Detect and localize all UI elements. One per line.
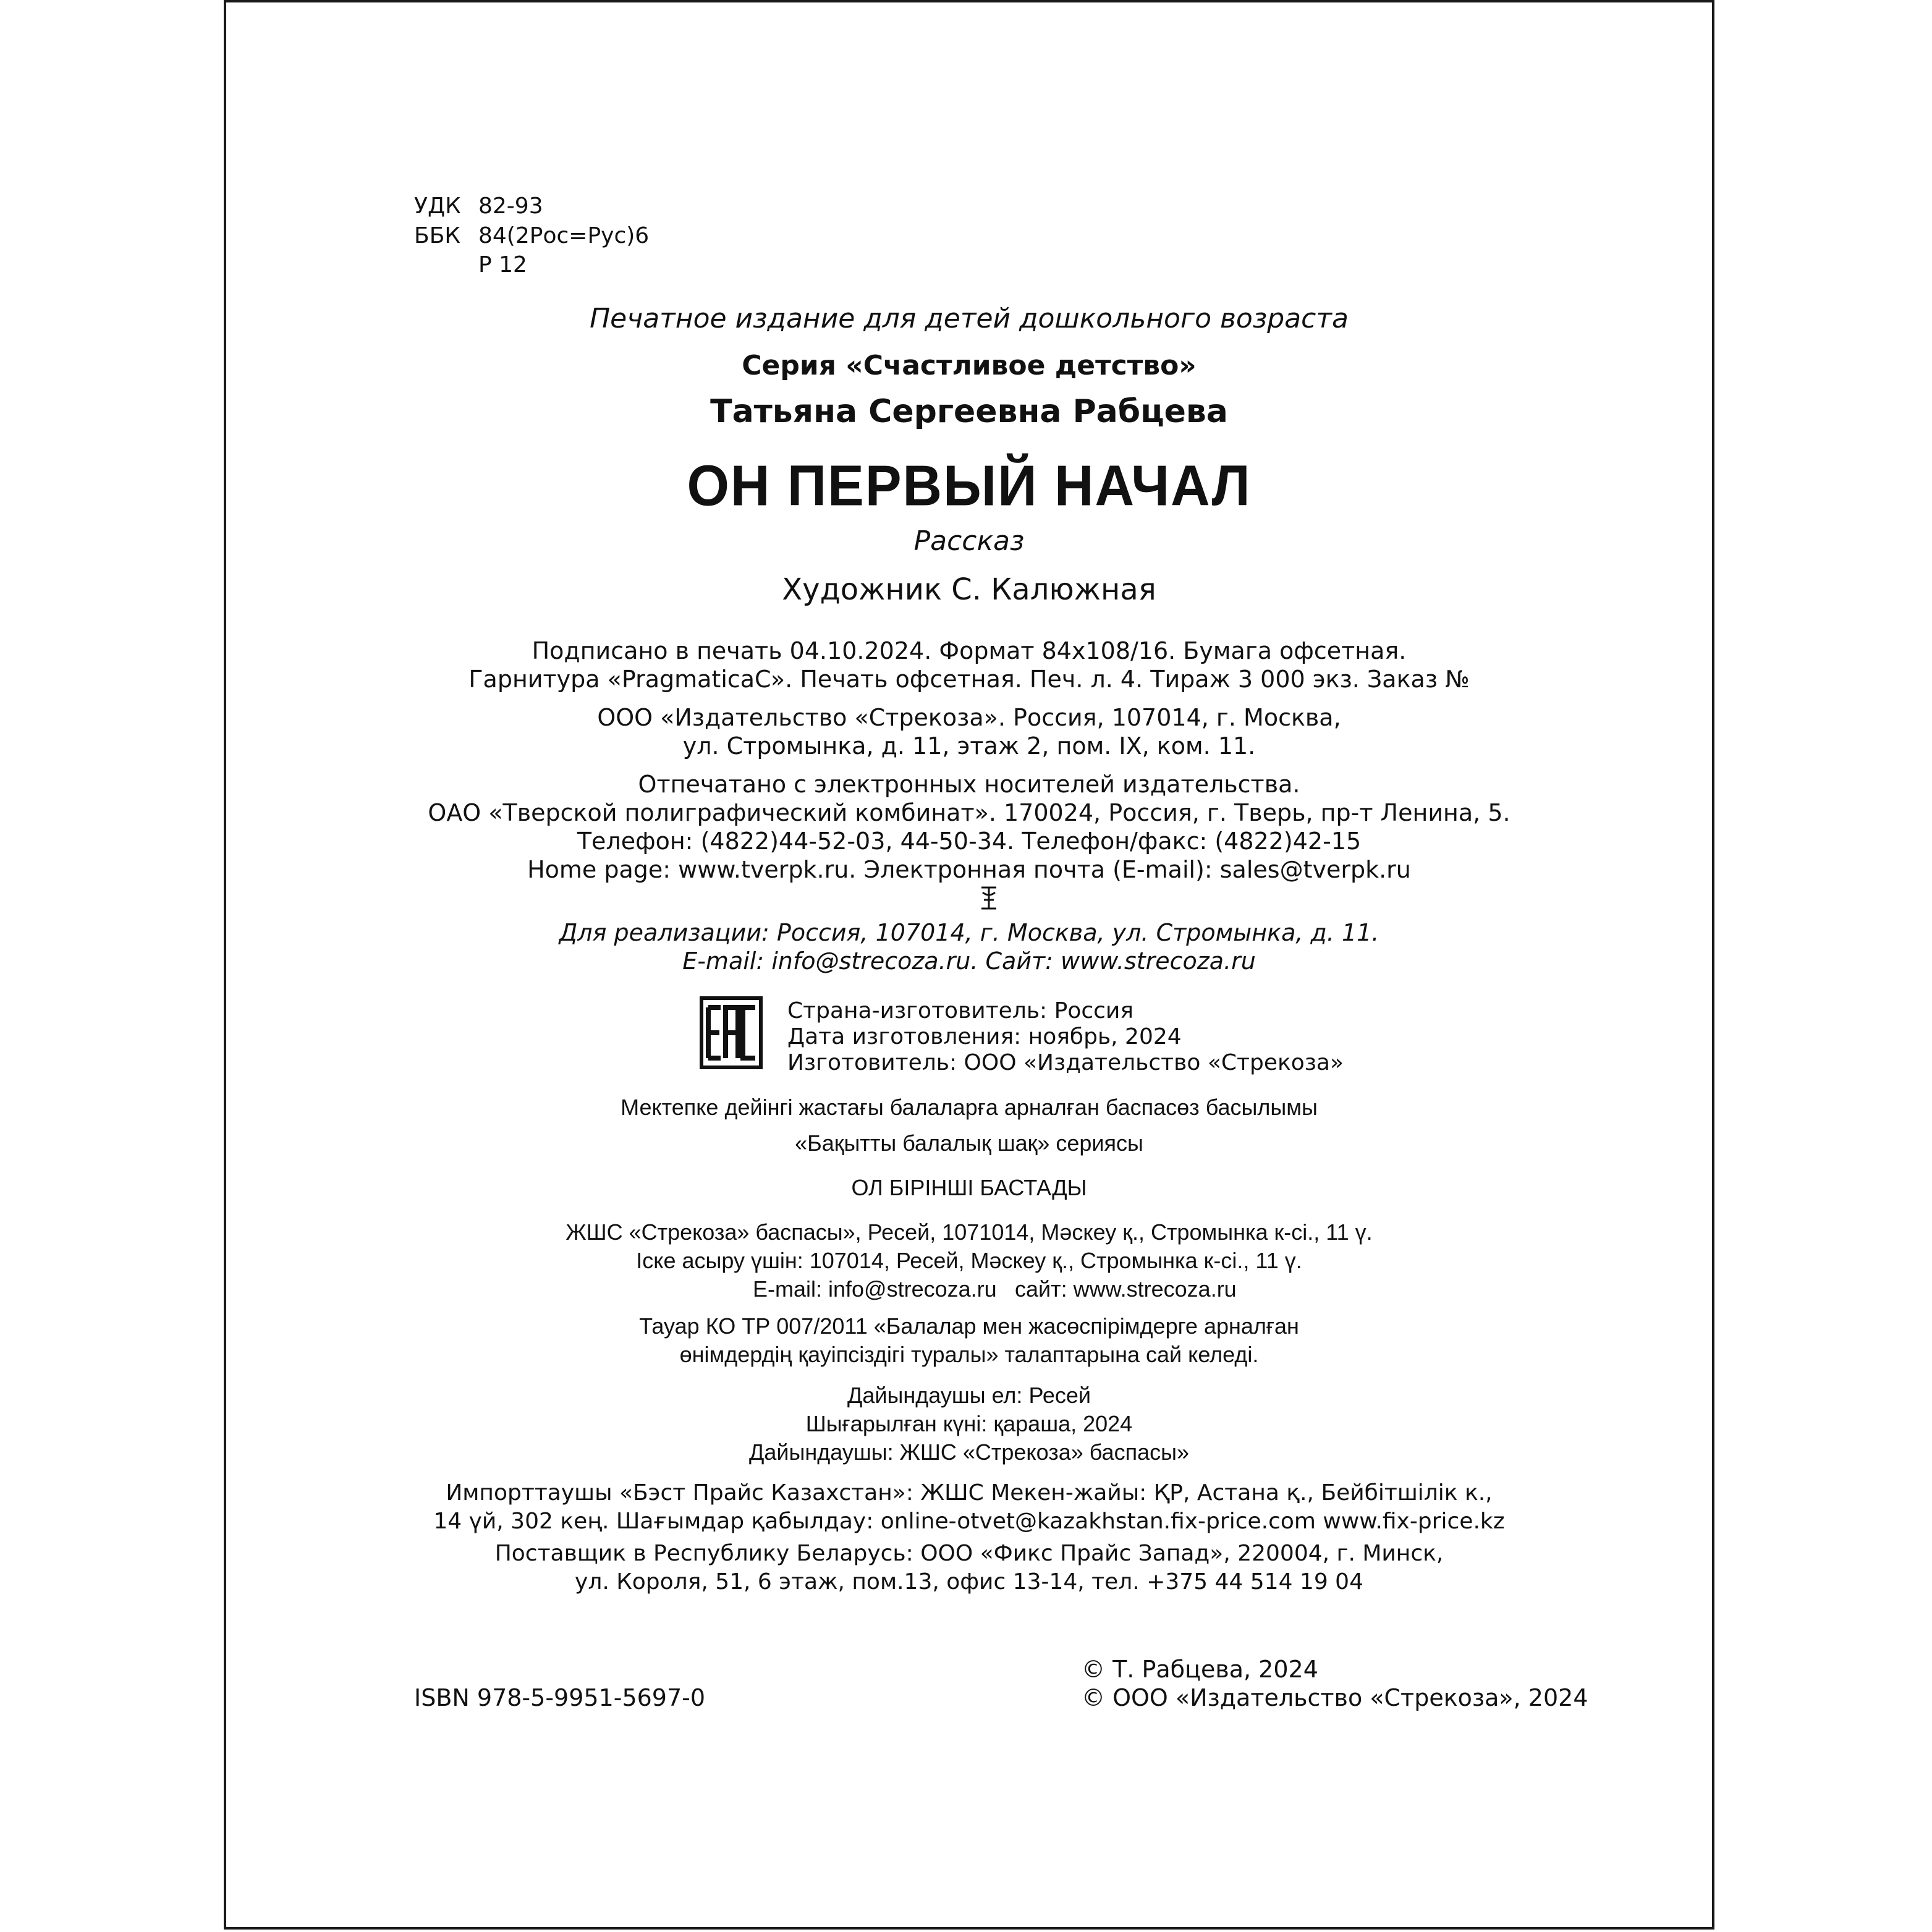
- author-mark: Р 12: [478, 252, 527, 278]
- kz-audience: Мектепке дейінгі жастағы балаларға арналған баспасөз басылымы: [621, 1095, 1318, 1120]
- kz-series: «Бақытты балалық шақ» сериясы: [795, 1130, 1143, 1156]
- publisher-address-1: ООО «Издательство «Стрекоза». Россия, 107014, г. Москва,: [597, 704, 1341, 731]
- printer-line-2: ОАО «Тверской полиграфический комбинат». 170024, Россия, г. Тверь, пр-т Ленина, 5.: [428, 799, 1510, 826]
- print-details-2: Гарнитура «PragmaticaC». Печать офсетная. Печ. л. 4. Тираж 3 000 экз. Заказ №: [468, 666, 1470, 693]
- imprint-page: [224, 0, 1714, 1930]
- kz-publisher: ЖШС «Стрекоза» баспасы», Ресей, 1071014, Мәскеу қ., Стромынка к-сі., 11 ү.: [566, 1219, 1373, 1245]
- bbk-value: 84(2Рос=Рус)6: [478, 223, 650, 248]
- bbk-label: ББК: [414, 223, 460, 248]
- eac-logo-icon: [700, 996, 763, 1069]
- kz-standard-2: өнімдердің қауіпсіздігі туралы» талаптарына сай келеді.: [679, 1342, 1259, 1367]
- illustrator: Художник С. Калюжная: [782, 572, 1156, 607]
- genre: Рассказ: [913, 525, 1025, 557]
- isbn: ISBN 978-5-9951-5697-0: [414, 1684, 706, 1711]
- supplier-by-2: ул. Короля, 51, 6 этаж, пом.13, офис 13-14, тел. +375 44 514 19 04: [575, 1569, 1363, 1595]
- country-of-origin: Страна-изготовитель: Россия: [787, 998, 1133, 1023]
- kz-maker: Дайындаушы: ЖШС «Стрекоза» баспасы»: [749, 1439, 1189, 1465]
- kz-standard-1: Тауар КО ТР 007/2011 «Балалар мен жасөспірімдерге арналған: [639, 1313, 1299, 1339]
- print-details-1: Подписано в печать 04.10.2024. Формат 84x108/16. Бумага офсетная.: [532, 637, 1407, 664]
- importer-kz-1: Импорттаушы «Бэст Прайс Казахстан»: ЖШС Мекен-жайы: ҚР, Астана қ., Бейбітшілік к.,: [446, 1480, 1493, 1506]
- printer-logo-icon: [977, 884, 1001, 911]
- udk-value: 82-93: [478, 193, 543, 219]
- author-name: Татьяна Сергеевна Рабцева: [710, 393, 1228, 430]
- manufacture-date: Дата изготовления: ноябрь, 2024: [787, 1024, 1182, 1049]
- copyright-author: © Т. Рабцева, 2024: [1082, 1656, 1318, 1683]
- publisher-address-2: ул. Стромынка, д. 11, этаж 2, пом. IX, ком. 11.: [682, 732, 1256, 760]
- book-title: ОН ПЕРВЫЙ НАЧАЛ: [687, 453, 1252, 518]
- kz-title: ОЛ БІРІНШІ БАСТАДЫ: [851, 1175, 1087, 1200]
- series-name: Серия «Счастливое детство»: [742, 350, 1197, 381]
- printer-line-1: Отпечатано с электронных носителей издательства.: [638, 771, 1300, 798]
- printer-line-4: Home page: www.tverpk.ru. Электронная почта (E-mail): sales@tverpk.ru: [527, 856, 1411, 883]
- udk-label: УДК: [414, 193, 461, 219]
- copyright-publisher: © ООО «Издательство «Стрекоза», 2024: [1082, 1684, 1588, 1711]
- kz-email: E-mail: info@strecoza.ru: [753, 1276, 997, 1302]
- sales-contacts: E-mail: info@strecoza.ru. Сайт: www.strecoza.ru: [682, 947, 1256, 975]
- kz-sales: Іске асыру үшін: 107014, Ресей, Мәскеу қ., Стромынка к-сі., 11 ү.: [636, 1248, 1302, 1273]
- importer-kz-2: 14 үй, 302 кең. Шағымдар қабылдау: online-otvet@kazakhstan.fix-price.com www.fix-price.kz: [433, 1509, 1505, 1534]
- kz-site: сайт: www.strecoza.ru: [1015, 1276, 1237, 1302]
- printer-line-3: Телефон: (4822)44-52-03, 44-50-34. Телефон/факс: (4822)42-15: [577, 828, 1362, 855]
- supplier-by-1: Поставщик в Республику Беларусь: ООО «Фикс Прайс Запад», 220004, г. Минск,: [494, 1541, 1444, 1566]
- kz-date: Шығарылған күні: қараша, 2024: [805, 1411, 1133, 1436]
- manufacturer: Изготовитель: ООО «Издательство «Стрекоза»: [787, 1050, 1344, 1075]
- kz-country: Дайындаушы ел: Ресей: [847, 1383, 1091, 1408]
- sales-address: Для реализации: Россия, 107014, г. Москва, ул. Стромынка, д. 11.: [559, 919, 1379, 946]
- audience-note: Печатное издание для детей дошкольного возраста: [590, 303, 1349, 334]
